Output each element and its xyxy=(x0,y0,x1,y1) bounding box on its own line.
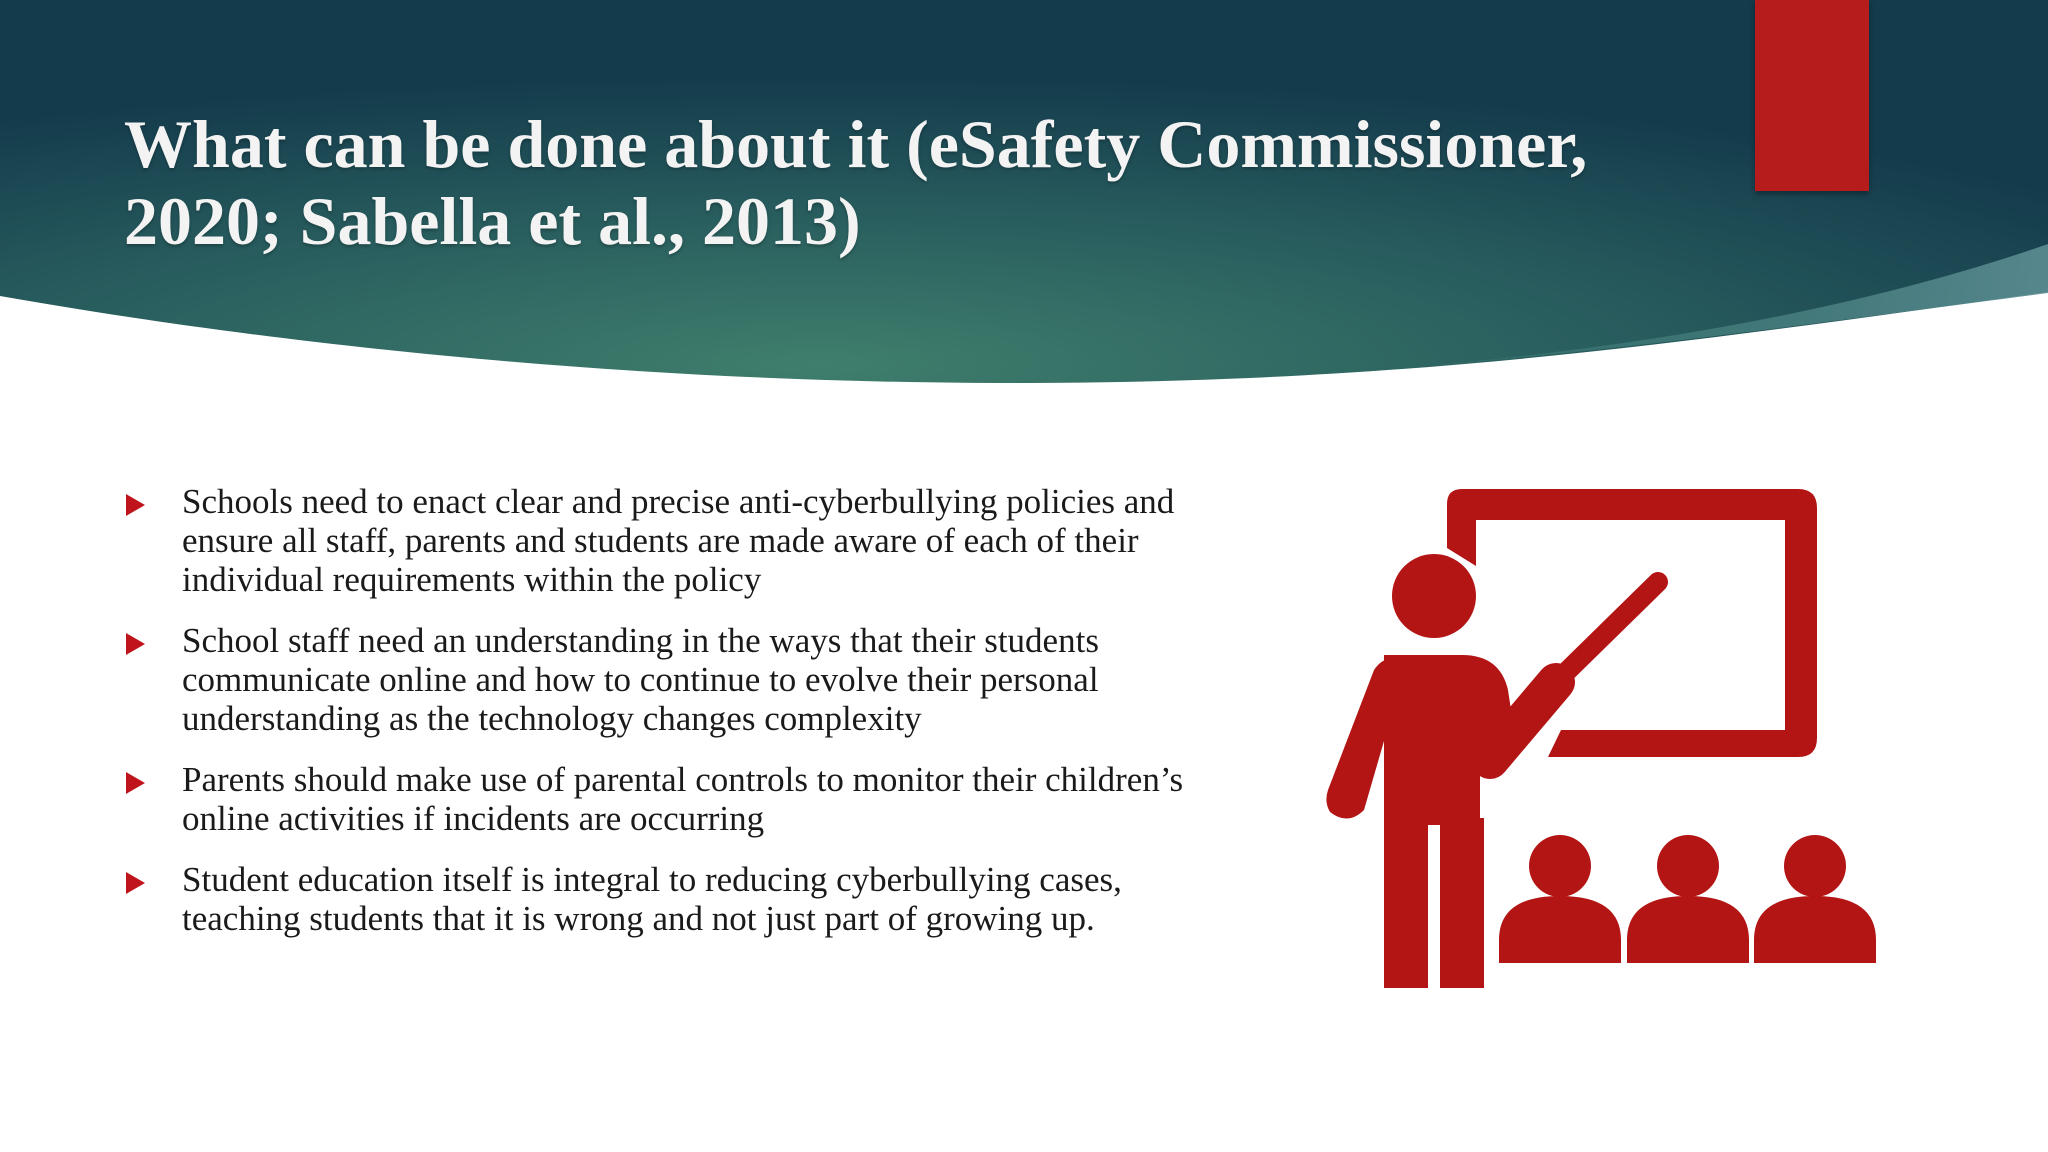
triangle-right-icon xyxy=(126,633,145,655)
bullet-item xyxy=(124,621,1184,738)
bullet-item xyxy=(124,482,1184,599)
accent-bar xyxy=(1755,0,1869,191)
bullet-item xyxy=(124,860,1184,938)
triangle-right-icon xyxy=(126,872,145,894)
bullet-text: Schools need to enact clear and precise anti-cyberbullying policies and ensure all staff, parents and students are made aware of each of their individual requirements within the policy xyxy=(182,482,1175,599)
triangle-right-icon xyxy=(126,494,145,516)
bullet-text: Parents should make use of parental controls to monitor their children’s online activities if incidents are occurring xyxy=(182,760,1184,838)
slide-title: What can be done about it (eSafety Commissioner, 2020; Sabella et al., 2013) xyxy=(124,106,1588,259)
bullet-text: School staff need an understanding in the ways that their students communicate online and how to continue to evolve their personal understanding as the technology changes complexity xyxy=(182,621,1099,738)
bullet-item xyxy=(124,760,1184,838)
teacher-classroom-icon xyxy=(1320,482,1880,992)
triangle-right-icon xyxy=(126,772,145,794)
bullet-text: Student education itself is integral to reducing cyberbullying cases, teaching students that it is wrong and not just part of growing up. xyxy=(182,860,1122,938)
bullet-list xyxy=(124,482,1184,960)
